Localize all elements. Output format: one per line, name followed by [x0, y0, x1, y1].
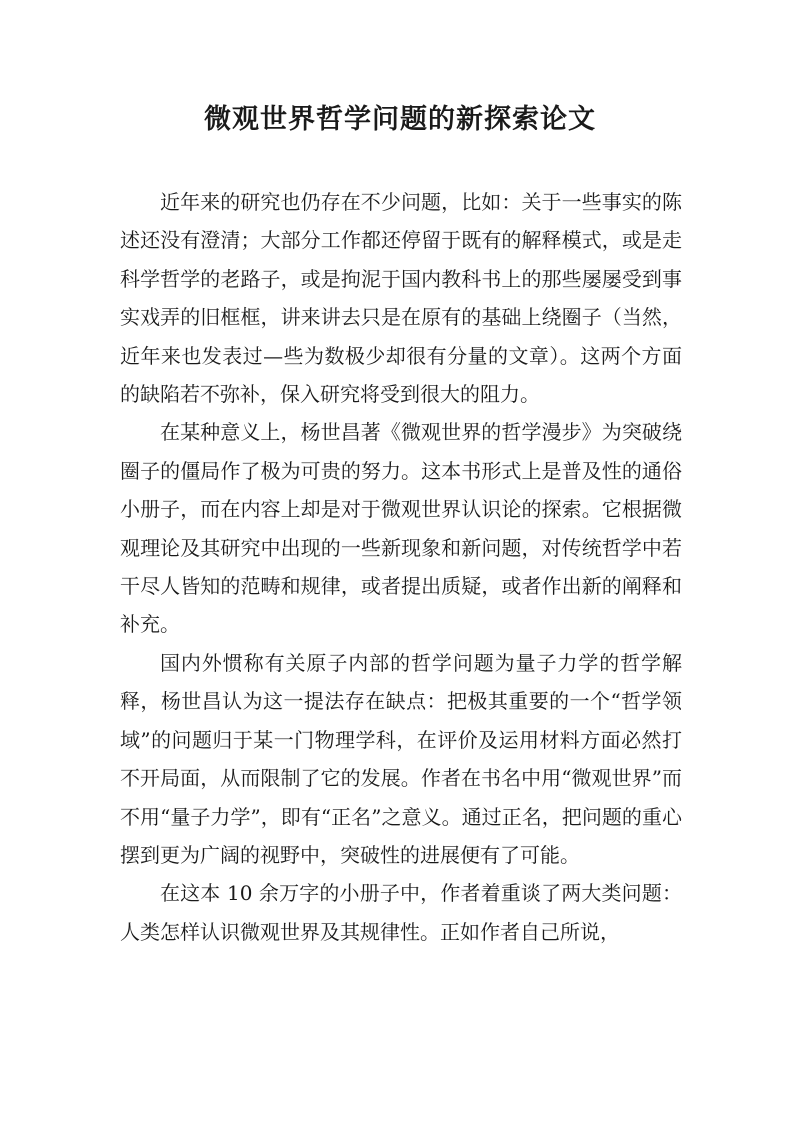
paragraph-2: 在某种意义上，杨世昌著《微观世界的哲学漫步》为突破绕圈子的僵局作了极为可贵的努力。这本书形式上是普及性的通俗小册子，而在内容上却是对于微观世界认识论的探索。它根据微观理论及其研究中出现的一些新现象和新问题，对传统哲学中若干尽人皆知的范畴和规律，或者提出质疑，或者作出新的阐释和补充。 — [120, 420, 682, 637]
document-body — [120, 183, 682, 951]
paragraph-4: 在这本 10 余万字的小册子中，作者着重谈了两大类问题：人类怎样认识微观世界及其规律性。正如作者自己所说， — [120, 881, 682, 944]
paragraph-1: 近年来的研究也仍存在不少问题，比如：关于一些事实的陈述还没有澄清；大部分工作都还停留于既有的解释模式，或是走科学哲学的老路子，或是拘泥于国内教科书上的那些屡屡受到事实戏弄的旧框框，讲来讲去只是在原有的基础上绕圈子（当然，近年来也发表过—些为数极少却很有分量的文章）。这两个方面的缺陷若不弥补，保入研究将受到很大的阻力。 — [120, 190, 682, 407]
document-title: 微观世界哲学问题的新探索论文 — [204, 104, 596, 135]
paragraph-3: 国内外惯称有关原子内部的哲学问题为量子力学的哲学解释，杨世昌认为这一提法存在缺点：把极其重要的一个“哲学领域”的问题归于某一门物理学科，在评价及运用材料方面必然打不开局面，从而限制了它的发展。作者在书名中用“微观世界”而不用“量子力学”，即有“正名”之意义。通过正名，把问题的重心摆到更为广阔的视野中，突破性的进展便有了可能。 — [120, 650, 682, 867]
